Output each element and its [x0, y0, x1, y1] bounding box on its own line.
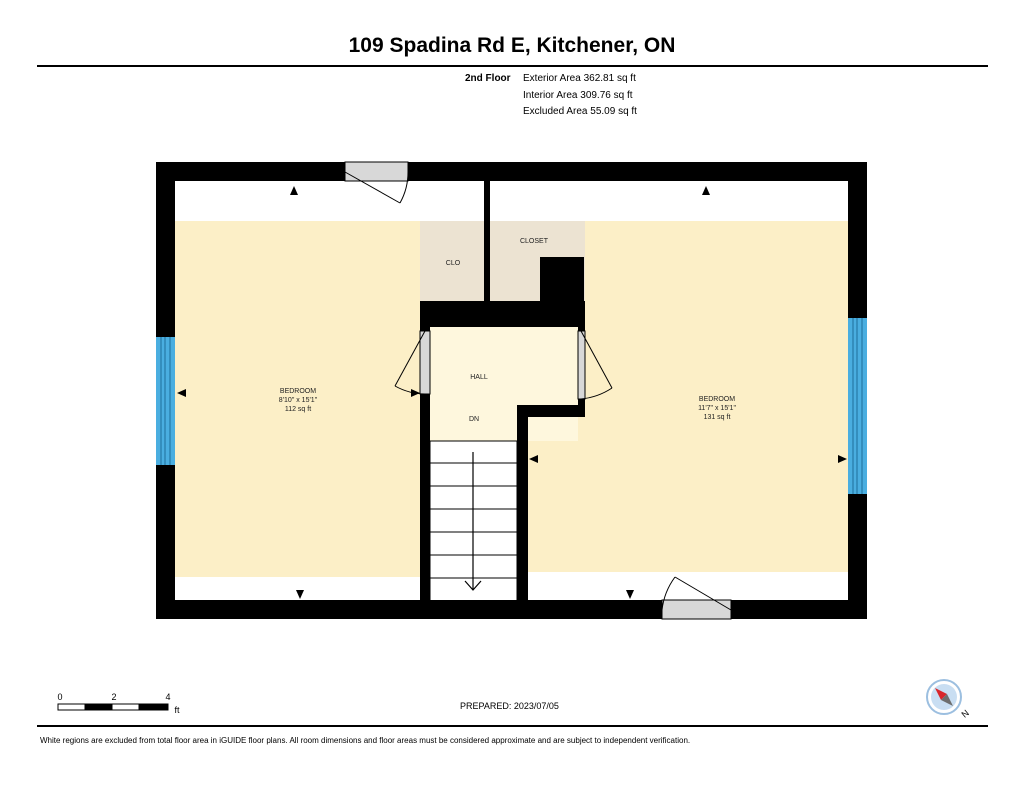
left-bedroom-dims: 8'10" x 15'1"	[278, 397, 318, 404]
left-bedroom-name: BEDROOM	[279, 388, 317, 395]
prepared-date: PREPARED: 2023/07/05	[460, 701, 559, 711]
compass-icon	[924, 677, 972, 725]
compass-north-label: N	[959, 707, 971, 720]
right-bedroom-name: BEDROOM	[698, 396, 736, 403]
clo-label: CLO	[445, 260, 461, 267]
scale-tick-2: 2	[111, 692, 117, 702]
hall-label: HALL	[470, 374, 488, 381]
left-bedroom-area: 112 sq ft	[284, 406, 312, 413]
floor-label: 2nd Floor	[465, 73, 511, 84]
scale-unit: ft	[174, 705, 180, 715]
right-bedroom-dims: 11'7" x 15'1"	[698, 405, 736, 412]
scale-tick-0: 0	[57, 692, 63, 702]
disclaimer: White regions are excluded from total floor area in iGUIDE floor plans. All room dimensions and floor areas must be considered approximate and are subject to independent verification.	[40, 736, 691, 745]
hall-lower-fill	[430, 405, 517, 441]
scale-bar	[50, 688, 190, 718]
closet-label: CLOSET	[519, 238, 549, 245]
interior-area: Interior Area 309.76 sq ft	[523, 90, 633, 101]
staircase	[430, 441, 517, 601]
right-bedroom-area: 131 sq ft	[703, 414, 731, 421]
exterior-area: Exterior Area 362.81 sq ft	[523, 73, 636, 84]
scale-tick-4: 4	[165, 692, 171, 702]
footer-divider	[37, 725, 988, 727]
page-title: 109 Spadina Rd E, Kitchener, ON	[348, 34, 676, 57]
excluded-area: Excluded Area 55.09 sq ft	[523, 106, 637, 117]
down-label: DN	[468, 416, 480, 423]
